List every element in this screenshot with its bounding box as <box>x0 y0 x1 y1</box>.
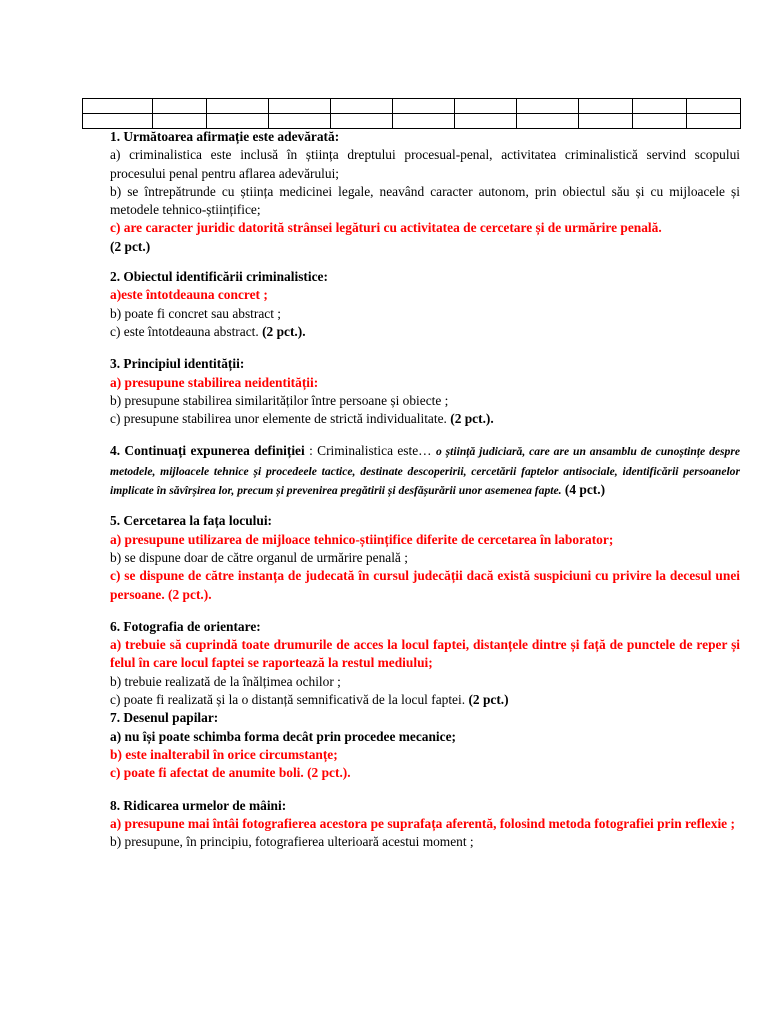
grid-cell <box>207 114 269 129</box>
option-c-text: c) este întotdeauna abstract. <box>110 323 259 339</box>
grid-cell <box>269 99 331 114</box>
option-c-correct: c) are caracter juridic datorită strânsei legături cu activitatea de cercetare și de urmărire penală. <box>110 220 662 236</box>
question-8 <box>110 797 740 852</box>
question-title: 5. Cercetarea la fața locului: <box>110 513 273 529</box>
points-label: (4 pct.) <box>564 482 606 498</box>
grid-cell <box>331 99 393 114</box>
option-b: b) poate fi concret sau abstract ; <box>110 305 282 321</box>
option-b: b) se întrepătrunde cu știința medicinei legale, neavând caracter autonom, prin obiectul său și cu mijloacele și metodele tehnico-științifice; <box>110 183 740 218</box>
question-1 <box>110 128 740 256</box>
option-b-correct: b) este inalterabil în orice circumstanțe; <box>110 746 338 762</box>
grid-cell <box>83 114 153 129</box>
question-title: 3. Principiul identității: <box>110 356 245 372</box>
grid-cell <box>687 99 741 114</box>
option-b: b) trebuie realizată de la înălțimea ochilor ; <box>110 673 341 689</box>
spacer <box>110 256 740 268</box>
option-a-correct: a) trebuie să cuprindă toate drumurile de acces la locul faptei, distanțele dintre și față de punctele de reper și felul în care locul faptei se raportează la restul mediului; <box>110 637 740 671</box>
grid-cell <box>517 114 579 129</box>
score-grid-row <box>83 114 741 129</box>
grid-cell <box>269 114 331 129</box>
option-a-correct: a) presupune utilizarea de mijloace tehnico-științifice diferite de cercetarea în laborator; <box>110 531 614 547</box>
option-c-text: c) poate fi realizată și la o distanță semnificativă de la locul faptei. <box>110 692 466 708</box>
question-title: 6. Fotografia de orientare: <box>110 618 261 634</box>
question-title: 8. Ridicarea urmelor de mâini: <box>110 797 287 813</box>
option-b: b) se dispune doar de către organul de urmărire penală ; <box>110 549 408 565</box>
question-title: 4. Continuați expunerea definiției <box>110 443 305 459</box>
option-a-correct: a) presupune mai întâi fotografierea acestora pe suprafața aferentă, folosind metoda fotografiei prin reflexie ; <box>110 815 735 831</box>
grid-cell <box>633 114 687 129</box>
question-4 <box>110 442 740 500</box>
question-2 <box>110 268 740 341</box>
option-c-correct: c) poate fi afectat de anumite boli. (2 pct.). <box>110 765 351 781</box>
points-label: (2 pct.). <box>262 323 306 339</box>
points-label: (2 pct.). <box>450 411 494 427</box>
definition-answer: o știință judiciară, care are un ansamblu de cunoștințe despre metodele, mijloacele tehnice și procedeele tactice, destinate descoperirii, cercetării faptelor antisociale, identificării persoanelor implicate în săvîrșirea lor, precum și prevenirea pregătirii și desfășurării unor asemenea fapte. <box>110 445 741 498</box>
questions-content <box>110 128 740 851</box>
points-label: (2 pct.) <box>468 692 509 708</box>
grid-cell <box>455 114 517 129</box>
grid-cell <box>687 114 741 129</box>
grid-cell <box>393 114 455 129</box>
question-title: 1. Următoarea afirmație este adevărată: <box>110 129 340 144</box>
option-c <box>110 410 740 428</box>
grid-cell <box>517 99 579 114</box>
option-c <box>110 691 740 709</box>
question-7 <box>110 709 740 782</box>
grid-cell <box>153 114 207 129</box>
question-title: 2. Obiectul identificării criminalistice: <box>110 269 328 285</box>
option-c-correct <box>110 567 740 604</box>
grid-cell <box>579 114 633 129</box>
option-a-correct: a)este întotdeauna concret ; <box>110 287 268 303</box>
spacer <box>110 341 740 355</box>
spacer <box>110 783 740 797</box>
option-c-text: c) presupune stabilirea unor elemente de strictă individualitate. <box>110 411 447 427</box>
question-3 <box>110 355 740 428</box>
grid-cell <box>393 99 455 114</box>
spacer <box>110 604 740 618</box>
grid-cell <box>207 99 269 114</box>
points-label: (2 pct.) <box>110 238 151 254</box>
option-c-text: c) se dispune de către instanța de judecată în cursul judecății dacă există suspiciuni cu privire la decesul unei persoane. <box>110 568 740 602</box>
question-title: 7. Desenul papilar: <box>110 710 219 726</box>
grid-cell <box>633 99 687 114</box>
score-grid <box>82 98 741 129</box>
grid-cell <box>83 99 153 114</box>
grid-cell <box>331 114 393 129</box>
option-a-correct: a) presupune stabilirea neidentității: <box>110 374 319 390</box>
option-a: a) nu își poate schimba forma decât prin procedee mecanice; <box>110 728 456 744</box>
question-5 <box>110 512 740 603</box>
grid-cell <box>579 99 633 114</box>
option-c <box>110 323 740 341</box>
grid-cell <box>455 99 517 114</box>
score-grid-row <box>83 99 741 114</box>
spacer <box>110 428 740 442</box>
grid-cell <box>153 99 207 114</box>
definition-prefix: : Criminalistica este… <box>304 443 436 459</box>
spacer <box>110 500 740 512</box>
option-a: a) criminalistica este inclusă în știința dreptului procesual-penal, activitatea criminalistică servind scopului procesului penal pentru aflarea adevărului; <box>110 147 740 181</box>
option-b: b) presupune stabilirea similarităților între persoane și obiecte ; <box>110 392 449 408</box>
question-6 <box>110 618 740 709</box>
option-b: b) presupune, în principiu, fotografierea ulterioară acestui moment ; <box>110 834 474 850</box>
points-label: (2 pct.). <box>168 586 212 602</box>
